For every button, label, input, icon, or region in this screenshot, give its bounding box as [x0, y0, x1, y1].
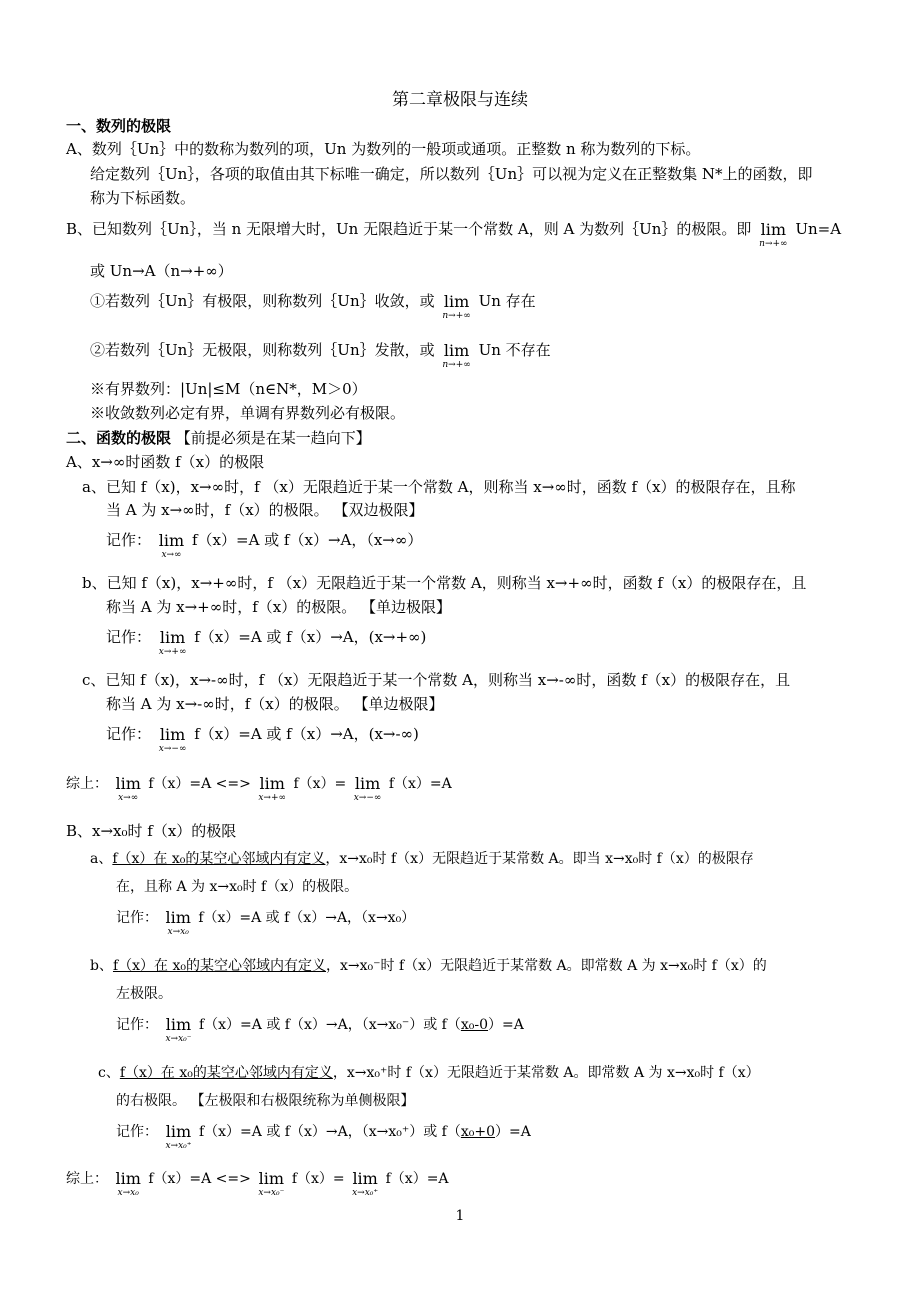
lim-expression: [354, 776, 382, 803]
notation-text: f（x）=A 或 f（x）→A，（x→x₀⁺）或 f（: [198, 1124, 461, 1140]
section-heading-sequence-limit: 一、数列的极限: [66, 117, 172, 135]
lim-subscript: x→x₀⁻: [165, 1034, 192, 1044]
lim-subscript: x→+∞: [258, 793, 286, 803]
notation-underlined: x₀-0: [460, 1017, 489, 1033]
item-ba-notation: [116, 908, 415, 937]
summary-x0: [66, 1169, 449, 1198]
lim-expression: [165, 1124, 191, 1151]
lim-subscript: x→x₀⁻: [258, 1188, 285, 1198]
section-heading-note: 【前提必须是在某一趋向下】: [175, 429, 371, 447]
notation-label: 记作：: [116, 1124, 158, 1140]
item-ba-line2: 在，且称 A 为 x→x₀时 f（x）的极限。: [116, 879, 359, 895]
item-marker: a、: [90, 851, 113, 867]
lim-word: lim: [165, 1015, 192, 1034]
notation-text: f（x）=A 或 f（x）→A，（x→x₀⁻）或 f（: [198, 1017, 461, 1033]
lim-expression: [165, 1017, 191, 1044]
page-title: 第二章极限与连续: [392, 90, 528, 110]
item-bc-line2: 的右极限。 【左极限和右极限统称为单侧极限】: [116, 1093, 415, 1109]
item-bc-line1: [98, 1063, 760, 1083]
lim-expression: [759, 222, 787, 249]
item-a-line2: 当 A 为 x→∞时，f（x）的极限。 【双边极限】: [106, 501, 424, 519]
summary-part: f（x）=A: [385, 1171, 449, 1187]
lim-word: lim: [760, 220, 787, 239]
paragraph-b1: [66, 219, 841, 249]
summary-part: f（x）=A <=>: [148, 776, 251, 792]
lim-subscript: x→−∞: [353, 793, 382, 803]
paragraph-c2-tail: Un 不存在: [478, 341, 551, 359]
lim-subscript: x→x₀⁺: [165, 1141, 192, 1151]
lim-expression: [352, 1171, 378, 1198]
notation-label: 记作：: [106, 725, 152, 743]
summary-part: f（x）=: [293, 776, 347, 792]
lim-word: lim: [165, 1122, 192, 1141]
underlined-condition: f（x）在 x₀的某空心邻域内有定义: [119, 1065, 333, 1081]
summary-infinity: [66, 774, 452, 803]
notation-text: f（x）=A 或 f（x）→A，（x→x₀）: [198, 910, 416, 926]
lim-subscript: x→∞: [161, 550, 182, 560]
lim-subscript: x→x₀: [117, 1188, 139, 1198]
item-a-notation: [106, 530, 422, 560]
lim-word: lim: [259, 774, 285, 793]
note-bounded-sequence: ※有界数列：|Un|≤M（n∈N*，M＞0）: [90, 380, 367, 398]
lim-word: lim: [165, 908, 191, 927]
section-heading-function-limit: [66, 428, 371, 448]
item-c-line1: c、已知 f（x)，x→-∞时，f （x）无限趋近于某一个常数 A，则称当 x→-∞时，函数 f（x）的极限存在，且: [82, 671, 791, 689]
paragraph-a2: 给定数列｛Un｝，各项的取值由其下标唯一确定，所以数列｛Un｝可以视为定义在正整数集 N*上的函数，即: [90, 165, 813, 183]
lim-expression: [115, 776, 140, 803]
summary-part: f（x）=A: [388, 776, 452, 792]
lim-subscript: n→+∞: [759, 239, 788, 249]
lim-subscript: x→∞: [118, 793, 139, 803]
lim-word: lim: [354, 774, 381, 793]
underlined-condition: f（x）在 x₀的某空心邻域内有定义: [112, 958, 327, 974]
notation-text-end: ）=A: [495, 1124, 531, 1140]
subheading-A: A、x→∞时函数 f（x）的极限: [66, 453, 265, 471]
item-bc-notation: [116, 1122, 531, 1151]
summary-part: f（x）=A <=>: [148, 1171, 251, 1187]
paragraph-c2: [90, 340, 551, 370]
notation-text: f（x）=A 或 f（x）→A，(x→-∞): [194, 725, 419, 743]
item-b-line2: 称当 A 为 x→+∞时，f（x）的极限。 【单边极限】: [106, 598, 452, 616]
lim-expression: [159, 630, 187, 657]
paragraph-a1: A、数列｛Un｝中的数称为数列的项，Un 为数列的一般项或通项。正整数 n 称为数列的下标。: [66, 140, 701, 158]
lim-subscript: n→+∞: [442, 360, 471, 370]
item-a-line1: a、已知 f（x)，x→∞时，f （x）无限趋近于某一个常数 A，则称当 x→∞时，函数 f（x）的极限存在，且称: [82, 478, 796, 496]
item-marker: b、: [90, 958, 113, 974]
paragraph-c2-text: ②若数列｛Un｝无极限，则称数列｛Un｝发散，或: [90, 341, 435, 359]
paragraph-b2: 或 Un→A（n→+∞）: [90, 262, 233, 280]
lim-word: lim: [352, 1169, 378, 1188]
item-text: ，x→x₀⁺时 f（x）无限趋近于某常数 A。即常数 A 为 x→x₀时 f（x）: [332, 1065, 760, 1081]
item-bb-line2: 左极限。: [116, 986, 172, 1002]
lim-expression: [115, 1171, 140, 1198]
item-c-line2: 称当 A 为 x→-∞时，f（x）的极限。 【单边极限】: [106, 695, 444, 713]
lim-expression: [258, 1171, 284, 1198]
item-bb-notation: [116, 1015, 524, 1044]
page-number: 1: [455, 1208, 465, 1224]
summary-label: 综上：: [66, 1171, 108, 1187]
notation-underlined: x₀+0: [460, 1124, 496, 1140]
lim-expression: [165, 910, 190, 937]
notation-label: 记作：: [116, 1017, 158, 1033]
lim-subscript: x→x₀⁺: [352, 1188, 379, 1198]
notation-text: f（x）=A 或 f（x）→A，（x→∞）: [191, 531, 423, 549]
paragraph-b1-text: B、已知数列｛Un｝，当 n 无限增大时，Un 无限趋近于某一个常数 A，则 A 为数列｛Un｝的极限。即: [66, 220, 752, 238]
notation-label: 记作：: [116, 910, 158, 926]
paragraph-c1-tail: Un 存在: [478, 292, 536, 310]
notation-label: 记作：: [106, 628, 152, 646]
lim-word: lim: [258, 1169, 285, 1188]
notation-label: 记作：: [106, 531, 152, 549]
item-bb-line1: [90, 956, 767, 976]
lim-word: lim: [443, 341, 470, 360]
lim-word: lim: [115, 774, 141, 793]
lim-subscript: x→+∞: [158, 647, 187, 657]
item-ba-line1: [90, 849, 754, 869]
note-convergent-sequence: ※收敛数列必定有界，单调有界数列必有极限。: [90, 404, 406, 422]
summary-label: 综上：: [66, 776, 108, 792]
lim-expression: [442, 343, 470, 370]
notation-text-end: ）=A: [488, 1017, 524, 1033]
lim-word: lim: [159, 725, 186, 744]
lim-word: lim: [159, 628, 186, 647]
item-text: ，x→x₀⁻时 f（x）无限趋近于某常数 A。即常数 A 为 x→x₀时 f（x）的: [326, 958, 767, 974]
summary-part: f（x）=: [291, 1171, 345, 1187]
paragraph-a3: 称为下标函数。: [90, 189, 196, 207]
lim-subscript: x→x₀: [167, 927, 189, 937]
paragraph-c1-text: ①若数列｛Un｝有极限，则称数列｛Un｝收敛，或: [90, 292, 435, 310]
section-heading-text: 二、函数的极限: [66, 429, 172, 447]
underlined-condition: f（x）在 x₀的某空心邻域内有定义: [112, 851, 326, 867]
subheading-B: B、x→x₀时 f（x）的极限: [66, 822, 237, 840]
lim-subscript: x→−∞: [158, 744, 187, 754]
paragraph-c1: [90, 291, 536, 321]
lim-expression: [159, 533, 184, 560]
paragraph-b1-tail: Un=A: [795, 220, 842, 238]
item-marker: c、: [98, 1065, 120, 1081]
lim-word: lim: [115, 1169, 141, 1188]
notation-text: f（x）=A 或 f（x）→A，(x→+∞): [194, 628, 427, 646]
lim-subscript: n→+∞: [442, 311, 471, 321]
lim-expression: [258, 776, 286, 803]
item-c-notation: [106, 724, 419, 754]
item-text: ，x→x₀时 f（x）无限趋近于某常数 A。即当 x→x₀时 f（x）的极限存: [325, 851, 754, 867]
item-b-notation: [106, 627, 426, 657]
lim-expression: [442, 294, 470, 321]
lim-word: lim: [443, 292, 470, 311]
item-b-line1: b、已知 f（x)，x→+∞时，f （x）无限趋近于某一个常数 A，则称当 x→+∞时，函数 f（x）的极限存在，且: [82, 574, 807, 592]
lim-expression: [159, 727, 187, 754]
lim-word: lim: [158, 531, 185, 550]
